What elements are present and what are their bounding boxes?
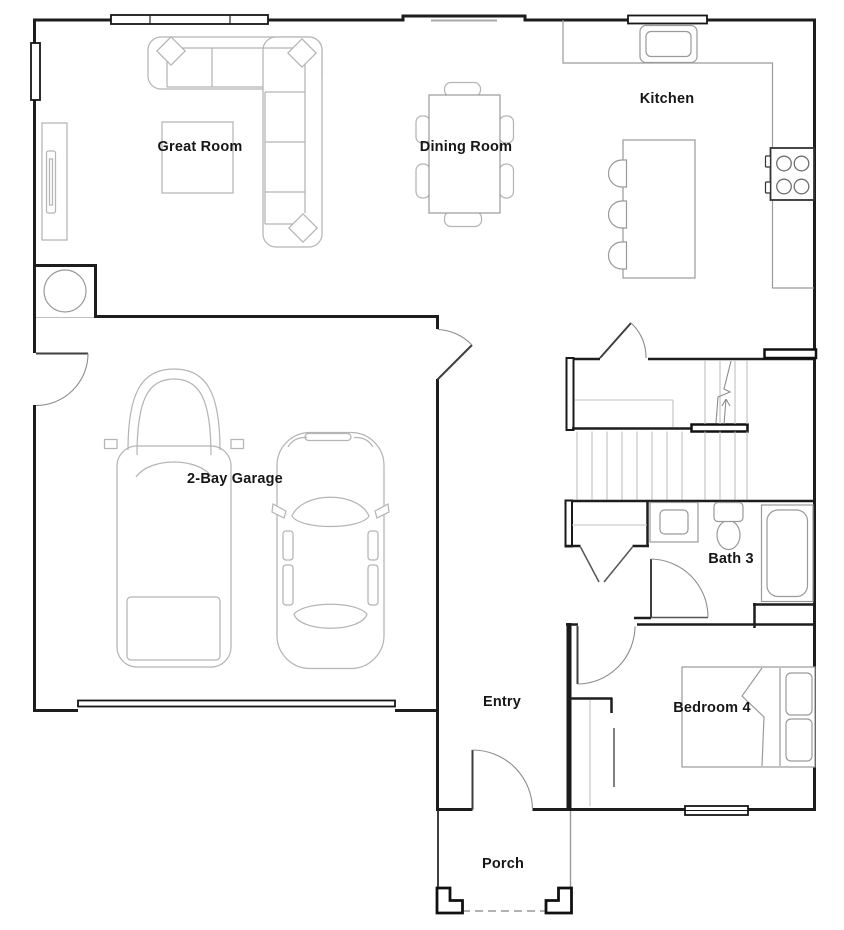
porch-pillar-right	[546, 888, 572, 913]
bath-3	[572, 503, 813, 602]
garage-entry-door-arc	[438, 330, 473, 346]
truck-hood-inner	[137, 379, 211, 455]
great-room-label: Great Room	[157, 139, 243, 155]
bedroom-west-wall	[567, 623, 572, 811]
garage-label: 2-Bay Garage	[187, 471, 283, 487]
hall-closet-door-leaves	[581, 547, 633, 582]
bedroom-door-arc	[578, 627, 636, 685]
entry	[483, 694, 521, 710]
burner-3	[777, 179, 792, 194]
truck-bed	[127, 597, 220, 660]
bathtub-outer	[762, 505, 814, 602]
porch-pillar-left	[437, 888, 463, 913]
coffee-table	[162, 122, 233, 193]
great-room	[42, 37, 322, 247]
bath-3-label: Bath 3	[708, 551, 754, 567]
bar-stool-2	[609, 201, 627, 228]
front-door-arc	[473, 750, 533, 810]
bed-pillow-1	[786, 673, 812, 715]
stair-hall-door-arc	[631, 323, 646, 358]
bar-stool-1	[609, 160, 627, 187]
pickup-truck	[105, 369, 244, 667]
stair-treads-lower	[577, 432, 747, 500]
tv	[47, 151, 56, 213]
burner-4	[794, 179, 809, 194]
car-side-window-4	[368, 565, 378, 605]
porch	[437, 811, 572, 913]
stair-underside-lines	[575, 400, 673, 427]
stair-hall-door-leaf	[600, 323, 631, 358]
truck-mirror-left	[105, 440, 118, 449]
car-grille	[305, 434, 351, 441]
stove-knob-1	[766, 156, 771, 167]
dining-chair-bottom	[445, 212, 482, 227]
entry-label: Entry	[482, 694, 522, 710]
garage-door	[78, 701, 395, 707]
doors	[36, 323, 708, 810]
car	[272, 433, 389, 669]
dining-chair-right-2	[500, 164, 514, 198]
stair-hall-west-wall	[567, 358, 574, 430]
stair-break-line	[716, 361, 731, 423]
kitchen-label: Kitchen	[639, 91, 695, 107]
kitchen-sink-inner	[646, 32, 691, 57]
kitchen	[563, 20, 814, 288]
kitchen-window	[628, 16, 707, 24]
dining-chair-left-2	[416, 164, 430, 198]
car-mirror-left	[272, 504, 286, 518]
dining-room-label: Dining Room	[419, 139, 513, 155]
vanity-sink	[660, 510, 688, 534]
stair-landing-bar	[692, 425, 748, 432]
car-headlights	[288, 437, 373, 447]
car-mirror-right	[375, 504, 389, 518]
car-windshield	[292, 497, 369, 526]
bedroom-4-label: Bedroom 4	[673, 700, 751, 716]
car-side-window-2	[283, 565, 293, 605]
great-room-window	[111, 15, 268, 24]
wall-header-bar	[765, 350, 817, 359]
car-rear-window	[294, 604, 367, 628]
bar-stool-3	[609, 242, 627, 269]
toilet-tank	[714, 503, 743, 522]
garage-entry-door-leaf	[438, 345, 473, 380]
bedroom-4	[590, 667, 815, 806]
left-wall-window	[31, 43, 40, 100]
porch-label: Porch	[481, 856, 525, 872]
bath-door-arc	[651, 559, 708, 617]
toilet-bowl	[717, 521, 740, 550]
car-side-window-3	[368, 531, 378, 560]
stair-direction-arrow	[722, 399, 730, 424]
burner-1	[777, 156, 792, 171]
truck-mirror-right	[231, 440, 244, 449]
garage-side-door-arc	[36, 354, 88, 406]
dining-room	[416, 83, 514, 227]
car-side-window-1	[283, 531, 293, 560]
burner-2	[794, 156, 809, 171]
stair-treads-upper	[705, 360, 747, 424]
stove-knob-2	[766, 182, 771, 193]
garage	[44, 270, 395, 707]
hall-closet-west-wall	[566, 501, 573, 547]
water-heater	[44, 270, 86, 312]
range-stove	[771, 148, 815, 200]
kitchen-island	[623, 140, 695, 278]
windows	[31, 15, 748, 815]
bed-pillow-2	[786, 719, 812, 761]
